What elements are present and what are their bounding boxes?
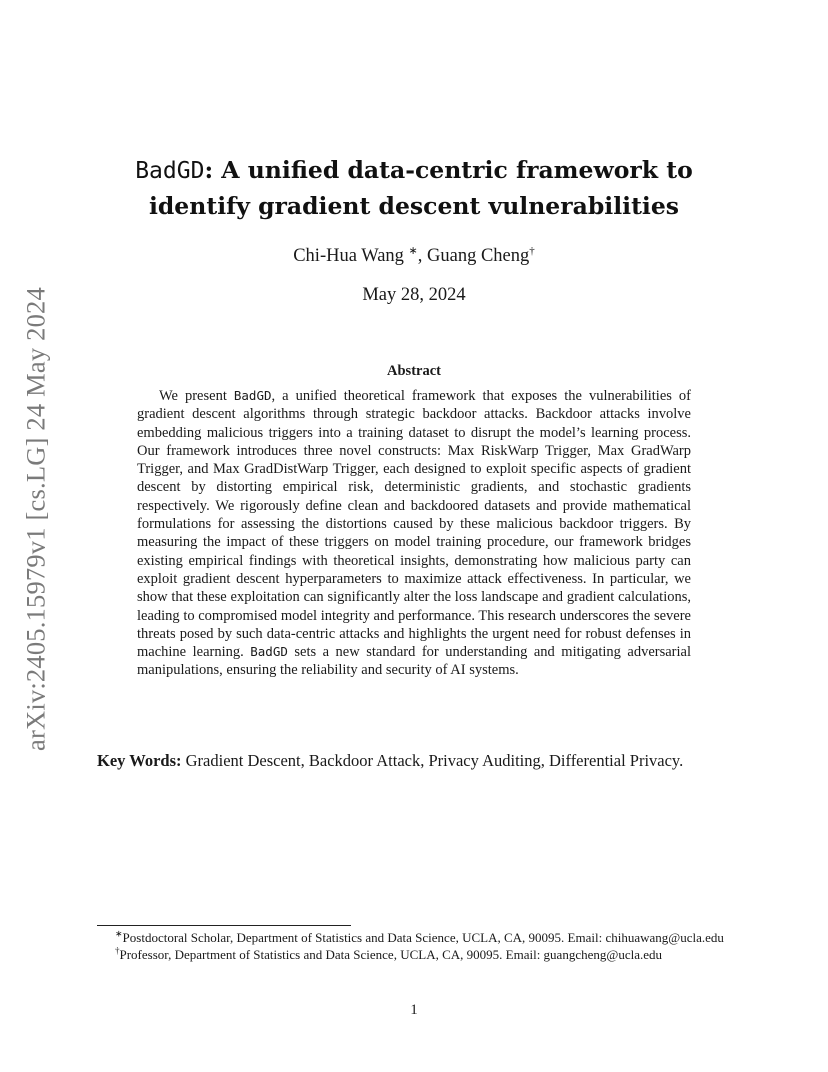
abstract-heading: Abstract — [387, 363, 441, 379]
author-name-2: Guang Cheng — [427, 246, 530, 266]
footnotes — [97, 929, 731, 963]
arxiv-identifier-text: arXiv:2405.15979v1 [cs.LG] 24 May 2024 — [20, 287, 51, 751]
keywords-line — [97, 750, 737, 772]
footnote-mark-2: † — [115, 945, 120, 956]
abstract-text-part3: sets a new standard for understanding and mitigating adversarial manipulations, ensuring the reliability and security of AI systems. — [137, 644, 692, 679]
footnote-2 — [97, 946, 731, 963]
footnote-1 — [97, 929, 731, 946]
author-name-1: Chi-Hua Wang — [293, 246, 404, 266]
title-mono-term: BadGD — [135, 158, 205, 184]
arxiv-identifier-stamp — [12, 280, 60, 758]
abstract-mono-term-2: BadGD — [250, 644, 288, 660]
author-footnote-mark-2: † — [529, 244, 535, 257]
page-number: 1 — [410, 1002, 418, 1018]
title-line2: identify gradient descent vulnerabilities — [148, 192, 680, 220]
author-separator: , — [417, 246, 428, 266]
title-line1: : A unified data-centric framework to — [204, 156, 693, 184]
keywords-label: Key Words: — [97, 751, 182, 770]
footnote-text-2: Professor, Department of Statistics and Data Science, UCLA, CA, 90095. Email: guangcheng@ucla.edu — [119, 947, 663, 962]
abstract-body — [137, 387, 691, 680]
footnote-text-1: Postdoctoral Scholar, Department of Statistics and Data Science, UCLA, CA, 90095. Email: chihuawang@ucla.edu — [122, 930, 724, 945]
footnote-mark-1: ∗ — [115, 928, 123, 939]
author-list — [100, 244, 728, 268]
footnote-divider — [97, 925, 351, 926]
paper-title — [100, 153, 728, 224]
keywords-text: Gradient Descent, Backdoor Attack, Privacy Auditing, Differential Privacy. — [181, 751, 684, 770]
paper-date: May 28, 2024 — [362, 285, 466, 305]
abstract-mono-term-1: BadGD — [233, 388, 272, 403]
abstract-text-part2: , a unified theoretical framework that exposes the vulnerabilities of gradient descent algorithms through strategic backdoor attacks. Backdoor attacks involve embedding malicious triggers into a training dataset to disrupt the model’s learning process. Our framework introduces three novel constructs: Max RiskWarp Trigger, Max GradWarp Trigger, and Max GradDistWarp Trigger, each designed to exploit specific aspects of gradient descent by distorting empirical risk, deterministic gradients, and stochastic gradients respectively. We rigorously define clean and backdoored datasets and provide mathematical formulations for assessing the distortions caused by these malicious backdoor triggers. By measuring the impact of these triggers on model training procedure, our framework bridges existing empirical findings with theoretical insights, demonstrating how malicious party can exploit gradient descent hyperparameters to maximize attack effectiveness. In particular, we show that these exploitation can significantly alter the loss landscape and gradient calculations, leading to compromised model integrity and performance. This research underscores the severe threats posed by such data-centric attacks and highlights the urgent need for robust defenses in machine learning. — [137, 388, 691, 661]
author-footnote-mark-1: ∗ — [408, 244, 418, 257]
abstract-text-part1: We present — [159, 388, 234, 404]
